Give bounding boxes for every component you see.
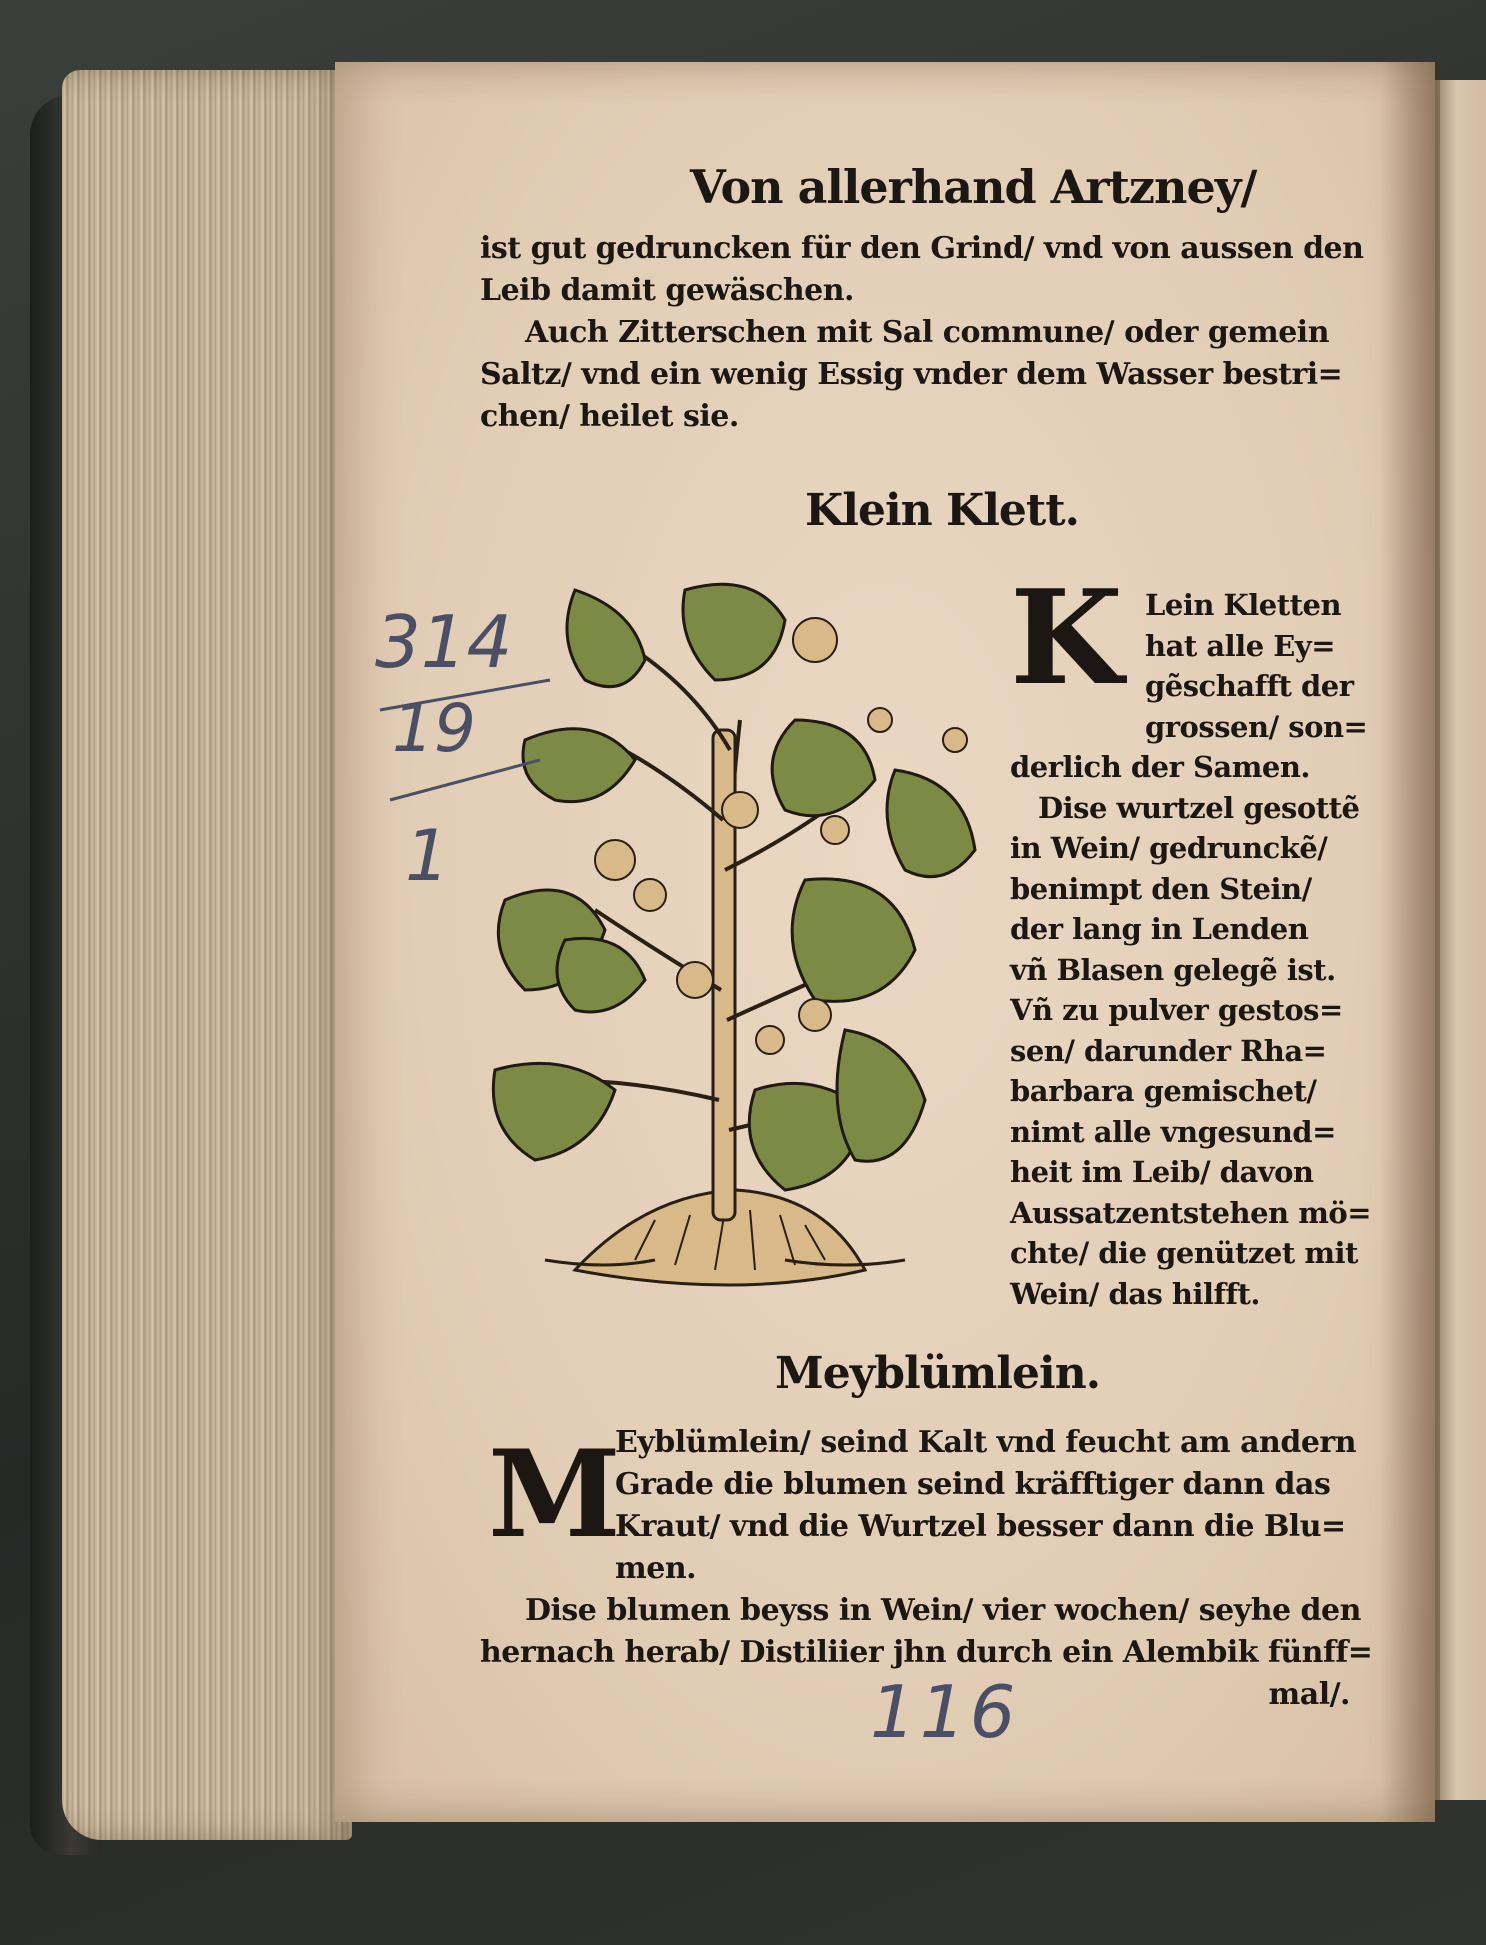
- text-line: nimt alle vngesund=: [1010, 1114, 1336, 1149]
- text-line: Dise wurtzel gesottẽ: [1038, 790, 1360, 825]
- folio-number: 116: [870, 1670, 1020, 1754]
- text-line: barbara gemischet/: [1010, 1074, 1317, 1108]
- text-line: chte/ die genützet mit: [1010, 1236, 1358, 1270]
- text-line: Dise blumen beyss in Wein/ vier wochen/ seyhe den: [525, 1593, 1361, 1628]
- text-line: Lein Kletten: [1145, 588, 1342, 622]
- text-line: hat alle Ey=: [1145, 628, 1335, 663]
- text-line: men.: [615, 1551, 697, 1586]
- section-title-meybluemlein: Meyblümlein.: [775, 1348, 1101, 1399]
- text-line: Eyblümlein/ seind Kalt vnd feucht am andern: [615, 1425, 1357, 1460]
- text-line: der lang in Lenden: [1010, 912, 1309, 946]
- text-line: Grade die blumen seind kräfftiger dann das: [615, 1467, 1331, 1502]
- running-head: Von allerhand Artzney/: [690, 160, 1257, 214]
- dropcap-k: K: [1010, 561, 1123, 714]
- dropcap-m: M: [488, 1424, 621, 1565]
- text-line: Aussatzentstehen mö=: [1010, 1195, 1372, 1230]
- text-line: Vñ zu pulver gestos=: [1010, 993, 1343, 1027]
- shelf-mark-top: 314: [375, 600, 513, 684]
- klein-klett-text: [1010, 585, 1372, 1314]
- text-line: derlich der Samen.: [1010, 750, 1311, 784]
- text-line: benimpt den Stein/: [1010, 871, 1312, 906]
- intro-paragraph: [480, 228, 1364, 438]
- next-page-edge: [1432, 80, 1486, 1800]
- text-line: Kraut/ vnd die Wurtzel besser dann die Blu=: [615, 1509, 1346, 1544]
- text-line: Auch Zitterschen mit Sal commune/ oder gemein: [525, 315, 1330, 350]
- text-line: in Wein/ gedrunckẽ/: [1010, 831, 1328, 865]
- text-line: Leib damit gewäschen.: [480, 273, 854, 308]
- gutter-shadow: [1380, 62, 1440, 1822]
- text-line: ist gut gedruncken für den Grind/ vnd von aussen den: [480, 231, 1364, 266]
- text-line: chen/ heilet sie.: [480, 399, 739, 434]
- shelf-mark-bottom: 1: [405, 815, 450, 897]
- shelf-mark-mid: 19: [392, 690, 476, 767]
- text-line: hernach herab/ Distiliier jhn durch ein Alembik fünff=: [480, 1635, 1373, 1670]
- text-line: Saltz/ vnd ein wenig Essig vnder dem Wasser bestri=: [480, 357, 1343, 392]
- text-line: gẽschafft der: [1145, 669, 1354, 703]
- text-line: heit im Leib/ davon: [1010, 1155, 1314, 1189]
- page-edges: [62, 70, 352, 1840]
- text-line: mal/.: [1268, 1677, 1350, 1712]
- section-title-klein-klett: Klein Klett.: [805, 485, 1079, 536]
- text-line: Wein/ das hilfft.: [1010, 1276, 1260, 1311]
- text-line: sen/ darunder Rha=: [1010, 1033, 1327, 1068]
- text-line: grossen/ son=: [1145, 709, 1368, 744]
- plant-woodcut-illustration: [485, 570, 1005, 1315]
- text-line: vñ Blasen gelegẽ ist.: [1010, 952, 1336, 987]
